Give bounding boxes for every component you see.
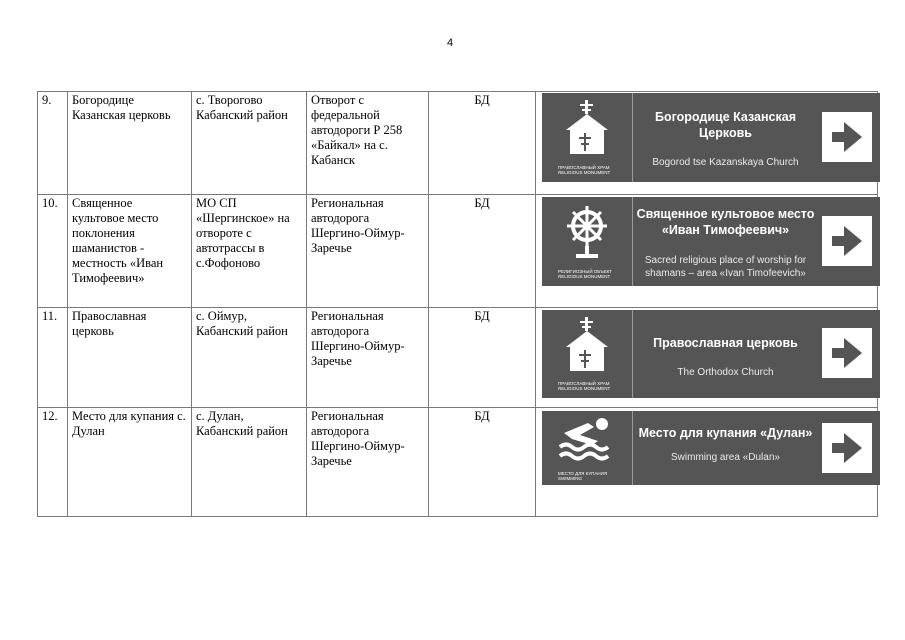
arrow-right-icon: [828, 118, 866, 156]
table-row: [38, 92, 878, 195]
pictogram-caption: МЕСТО ДЛЯ КУПАНИЯ SWIMMING: [558, 471, 608, 481]
sign-subtitle: The Orthodox Church: [677, 367, 774, 378]
pictogram-caption: РЕЛИГИОЗНЫЙ ОБЪЕКТ RELIGIOUS MONUMENT: [558, 269, 613, 279]
table-row: [38, 195, 878, 308]
table-row: [38, 308, 878, 408]
orthodox-church-icon: [562, 317, 612, 375]
object-name: Священное культовое место поклонения шаманистов - местность «Иван Тимофеевич»: [68, 195, 192, 308]
row-number: 9.: [38, 92, 68, 195]
sign-type: БД: [429, 195, 536, 308]
road-sign: [542, 93, 880, 182]
road-description: Отворот с федеральной автодороги Р 258 «Байкал» на с. Кабанск: [307, 92, 429, 195]
sign-pictogram: [542, 310, 633, 398]
object-name: Богородице Казанская церковь: [68, 92, 192, 195]
arrow-right-icon: [828, 334, 866, 372]
sign-title: Священное культовое место «Иван Тимофеевич»: [636, 207, 815, 237]
row-number: 11.: [38, 308, 68, 408]
arrow-right-icon: [828, 429, 866, 467]
dharma-wheel-icon: [562, 204, 612, 262]
road-description: Региональная автодорога Шергино-Оймур-Заречье: [307, 195, 429, 308]
sign-type: БД: [429, 308, 536, 408]
sign-arrow-box: [822, 216, 872, 266]
sign-cell: [536, 308, 878, 408]
sign-subtitle: Bogorod tse Kazanskaya Church: [652, 157, 799, 168]
sign-subtitle: Sacred religious place of worship for shamans – area «Ivan Timofeevich»: [644, 255, 807, 279]
arrow-right-icon: [828, 222, 866, 260]
object-location: с. Оймур, Кабанский район: [192, 308, 307, 408]
sign-type: БД: [429, 408, 536, 517]
road-sign: [542, 197, 880, 286]
road-description: Региональная автодорога Шергино-Оймур-Заречье: [307, 308, 429, 408]
road-description: Региональная автодорога Шергино-Оймур-Заречье: [307, 408, 429, 517]
road-sign: [542, 310, 880, 398]
sign-pictogram: [542, 411, 633, 485]
pictogram-caption: ПРАВОСЛАВНЫЙ ХРАМ RELIGIOUS MONUMENT: [558, 165, 611, 175]
orthodox-church-icon: [562, 100, 612, 158]
sign-cell: [536, 92, 878, 195]
sign-arrow-box: [822, 112, 872, 162]
page-number: 4: [447, 37, 454, 49]
sign-pictogram: [542, 93, 633, 182]
pictogram-caption: ПРАВОСЛАВНЫЙ ХРАМ RELIGIOUS MONUMENT: [558, 381, 611, 391]
table-row: [38, 408, 878, 517]
swimmer-icon: [558, 415, 614, 465]
sign-title: Место для купания «Дулан»: [638, 426, 813, 440]
object-location: с. Творогово Кабанский район: [192, 92, 307, 195]
sign-subtitle: Swimming area «Dulan»: [671, 452, 780, 463]
object-location: МО СП «Шергинское» на отвороте с автотрассы в с.Фофоново: [192, 195, 307, 308]
sign-title: Богородице Казанская Церковь: [654, 110, 797, 140]
sign-type: БД: [429, 92, 536, 195]
row-number: 12.: [38, 408, 68, 517]
sign-arrow-box: [822, 423, 872, 473]
sign-cell: [536, 408, 878, 517]
object-name: Место для купания с. Дулан: [68, 408, 192, 517]
row-number: 10.: [38, 195, 68, 308]
object-name: Православная церковь: [68, 308, 192, 408]
object-location: с. Дулан, Кабанский район: [192, 408, 307, 517]
sign-arrow-box: [822, 328, 872, 378]
signs-table: [37, 91, 878, 517]
sign-pictogram: [542, 197, 633, 286]
road-sign: [542, 411, 880, 485]
sign-cell: [536, 195, 878, 308]
sign-title: Православная церковь: [653, 336, 798, 350]
